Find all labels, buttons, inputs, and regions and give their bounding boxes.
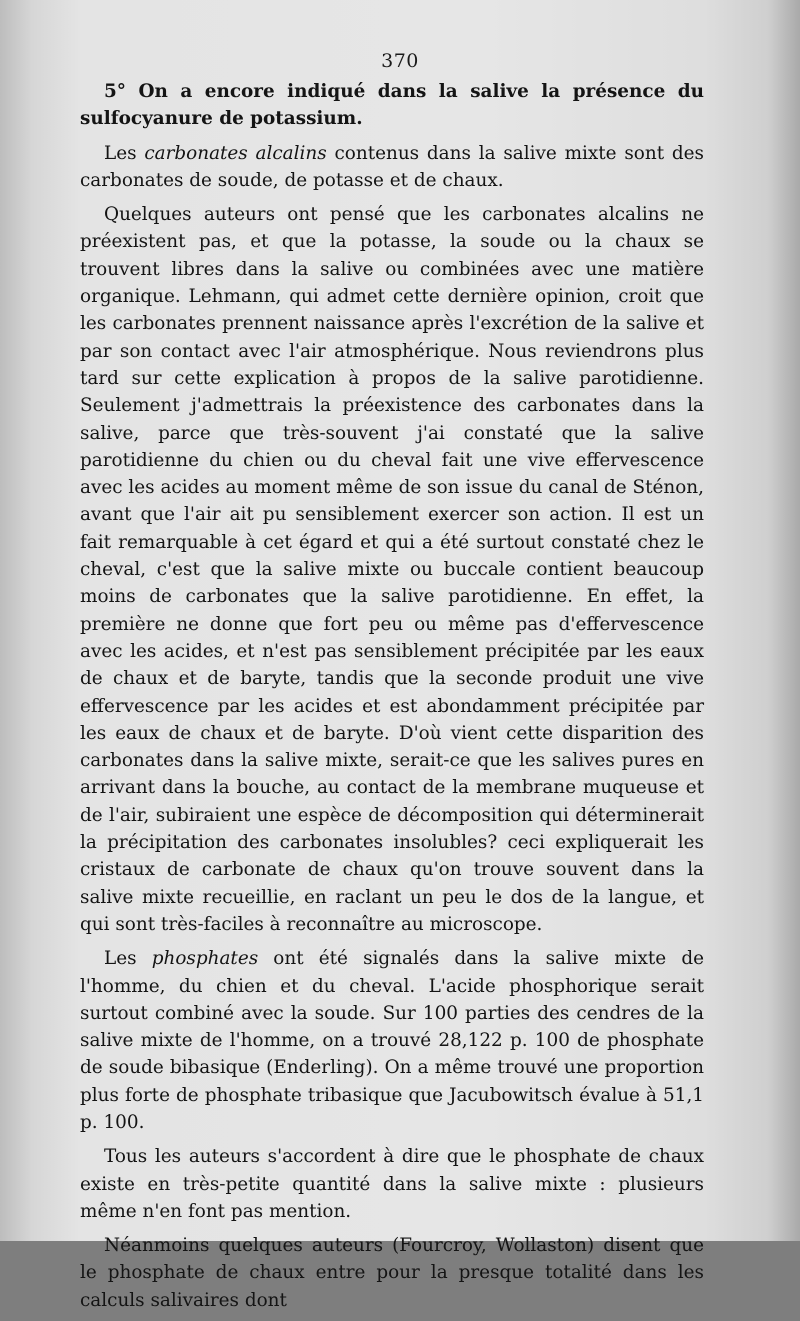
term-phosphates: phosphates [151,948,259,970]
page-number: 370 [381,50,419,72]
body-text [80,78,704,1321]
paragraph-carbonates-before: Les [104,142,145,164]
paragraph-carbonates-discussion: Quelques auteurs ont pensé que les carbonates alcalins ne préexistent pas, et que la potasse, la soude ou la chaux se trouvent libres dans la salive ou combinées avec une matière organique. Lehmann, qui admet cette dernière opinion, croit que les carbonates prennent naissance après l'excrétion de la salive et par son contact avec l'air atmosphérique. Nous reviendrons plus tard sur cette explication à propos de la salive parotidienne. Seulement j'admettrais la préexistence des carbonates dans la salive, parce que très-souvent j'ai constaté que la salive parotidienne du chien ou du cheval fait une vive effervescence avec les acides au moment même de son issue du canal de Sténon, avant que l'air ait pu sensiblement exercer son action. Il est un fait remarquable à cet égard et qui a été surtout constaté chez le cheval, c'est que la salive mixte ou buccale contient beaucoup moins de carbonates que la salive parotidienne. En effet, la première ne donne que fort peu ou même pas d'effervescence avec les acides, et n'est pas sensiblement précipitée par les eaux de chaux et de baryte, tandis que la seconde produit une vive effervescence par les acides et est abondamment précipitée par les eaux de chaux et de baryte. D'où vient cette disparition des carbonates dans la salive mixte, serait-ce que les salives pures en arrivant dans la bouche, au contact de la membrane muqueuse et de l'air, subiraient une espèce de décomposition qui déterminerait la précipitation des carbonates insolubles? ceci expliquerait les cristaux de carbonate de chaux qu'on trouve souvent dans la salive mixte recueillie, en raclant un peu le dos de la langue, et qui sont très-faciles à reconnaître au microscope. [80,204,704,935]
paragraph-sulfocyanure: 5° On a encore indiqué dans la salive la présence du sulfocyanure de potassium. [80,81,704,130]
paragraph-phosphates-before: Les [104,948,152,970]
term-carbonates-alcalins: carbonates alcalins [144,142,327,164]
paragraph-phosphates-after: ont été signalés dans la salive mixte de l'homme, du chien et du cheval. L'acide phosphorique serait surtout combiné avec la soude. Sur 100 parties des cendres de la salive mixte de l'homme, on a trouvé 28,122 p. 100 de phosphate de soude bibasique (Enderling). On a même trouvé une proportion plus forte de phosphate tribasique que Jacubowitsch évalue à 51,1 p. 100. [80,948,704,1133]
paragraph-phosphate-chaux: Tous les auteurs s'accordent à dire que le phosphate de chaux existe en très-petite quantité dans la salive mixte : plusieurs même n'en font pas mention. [80,1146,704,1222]
paragraph-carbonates-after: contenus dans la salive mixte sont des carbonates de soude, de potasse et de chaux. [80,142,704,191]
paragraph-calculs-salivaires: Néanmoins quelques auteurs (Fourcroy, Wollaston) disent que le phosphate de chaux entre pour la presque totalité dans les calculs salivaires dont [80,1235,704,1311]
paragraph-carbonates [80,140,704,195]
paragraph-phosphates [80,945,704,1136]
